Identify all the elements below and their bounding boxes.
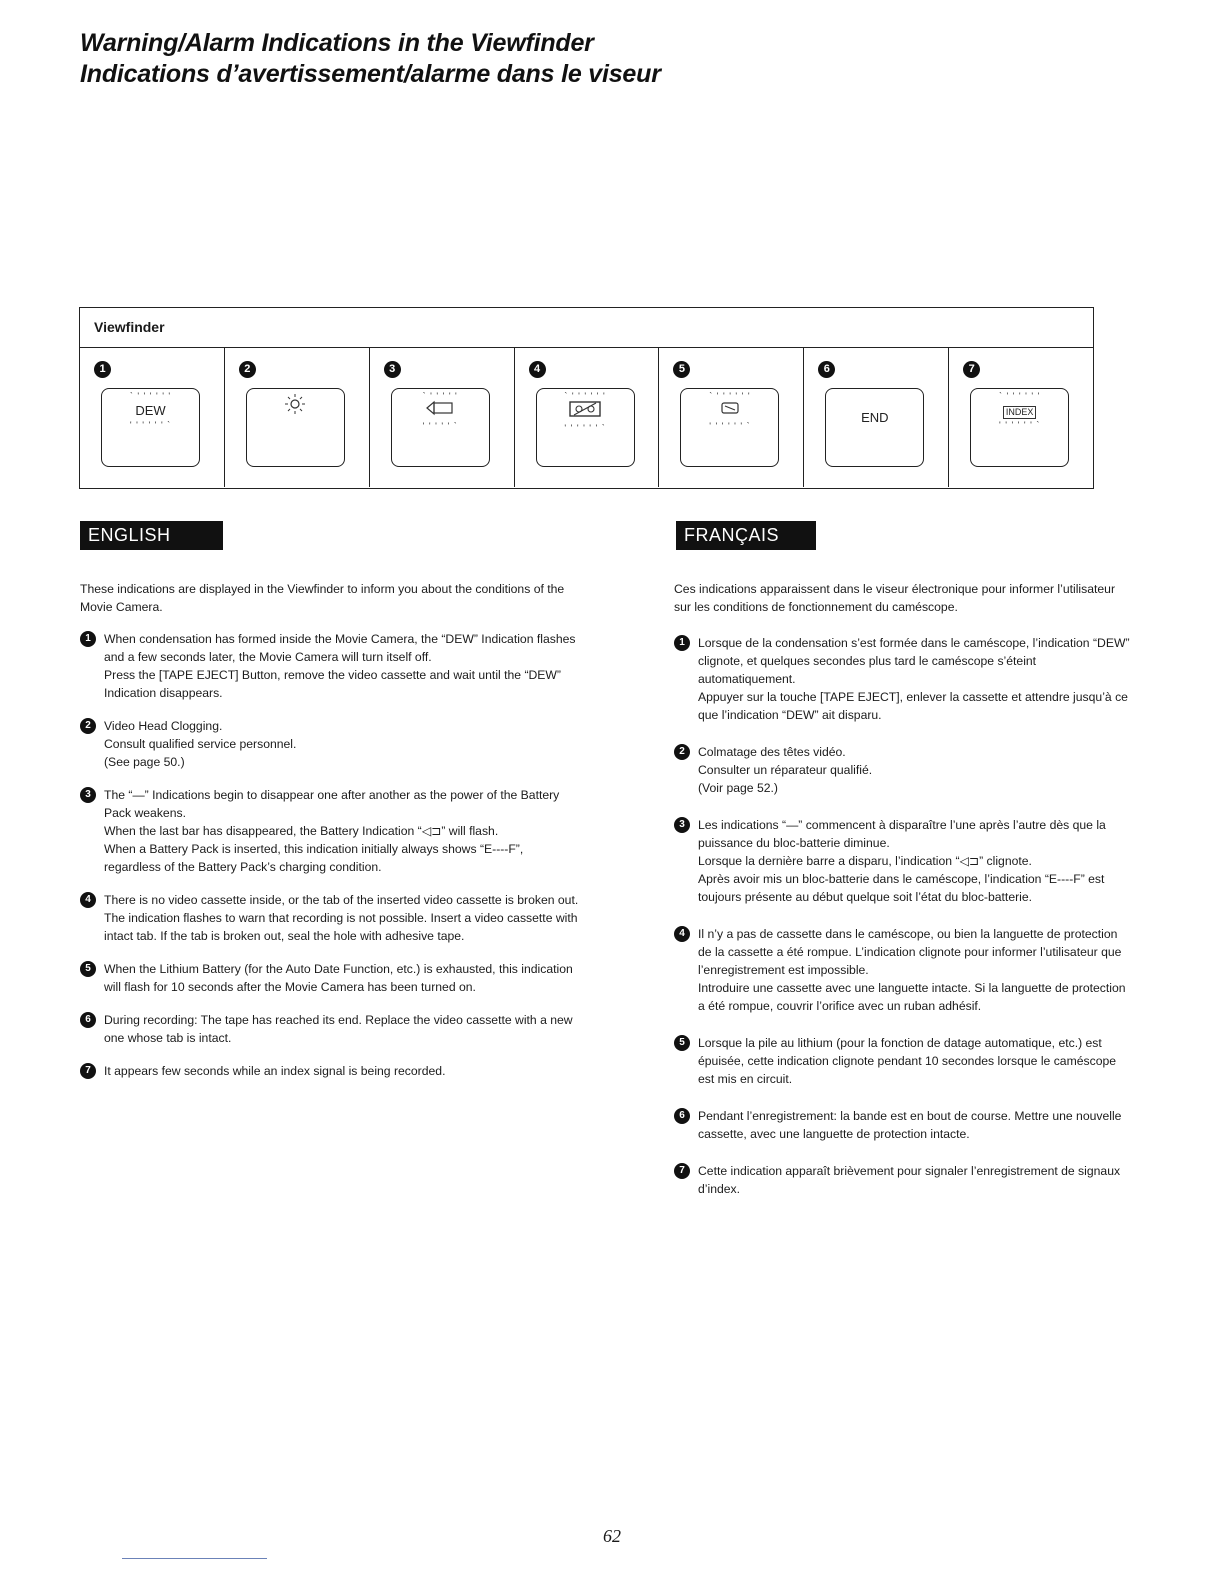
battery-empty-icon: ` ' ' ' ' ' ' ' ' ' ' ` bbox=[422, 391, 458, 431]
english-item-text: The “—” Indications begin to disappear one after another as the power of the Battery Pack weakens. bbox=[104, 788, 560, 820]
french-item-2 bbox=[674, 743, 1134, 797]
english-item-number: 3 bbox=[80, 787, 96, 803]
cell-number-3: 3 bbox=[384, 361, 401, 378]
english-item-text: When the last bar has disappeared, the Battery Indication “◁⊐” will flash. bbox=[104, 824, 499, 838]
french-item-text: Lorsque la pile au lithium (pour la fonction de datage automatique, etc.) est épuisée, cette indication clignote pendant 10 secondes lorsque le caméscope est mis en circuit. bbox=[698, 1036, 1117, 1086]
french-item-number: 6 bbox=[674, 1108, 690, 1124]
lithium-glyph bbox=[719, 400, 741, 416]
english-item-number: 6 bbox=[80, 1012, 96, 1028]
viewfinder-table bbox=[79, 307, 1094, 489]
viewfinder-row bbox=[80, 348, 1093, 487]
french-column bbox=[674, 580, 1134, 1217]
battery-glyph bbox=[425, 400, 455, 416]
french-item-number: 7 bbox=[674, 1163, 690, 1179]
french-item-text: Pendant l’enregistrement: la bande est en bout de course. Mettre une nouvelle cassette, avec une languette de protection intacte. bbox=[698, 1109, 1122, 1141]
french-item-1 bbox=[674, 634, 1134, 724]
french-item-5 bbox=[674, 1034, 1134, 1088]
english-item-number: 7 bbox=[80, 1063, 96, 1079]
french-item-number: 1 bbox=[674, 635, 690, 651]
french-item-6 bbox=[674, 1107, 1134, 1143]
index-indicator: ` ' ' ' ' ' ' INDEX ' ' ' ' ' ' ` bbox=[999, 391, 1041, 430]
english-item-text: It appears few seconds while an index signal is being recorded. bbox=[104, 1064, 446, 1078]
english-item-7 bbox=[80, 1062, 580, 1080]
english-column bbox=[80, 580, 580, 1095]
viewfinder-cell-5 bbox=[659, 348, 804, 487]
dew-indicator: ` ' ' ' ' ' ' DEW ' ' ' ' ' ' ` bbox=[129, 391, 172, 430]
english-item-text: When the Lithium Battery (for the Auto Date Function, etc.) is exhausted, this indication will flash for 10 seconds after the Movie Camera has been turned on. bbox=[104, 962, 573, 994]
english-item-text: Press the [TAPE EJECT] Button, remove the video cassette and wait until the “DEW” Indication disappears. bbox=[104, 668, 561, 700]
french-item-7 bbox=[674, 1162, 1134, 1198]
footer-rule bbox=[122, 1558, 267, 1559]
french-item-text: Il n’y a pas de cassette dans le caméscope, ou bien la languette de protection de la cassette a été rompue. L’indication clignote pour informer l’utilisateur que l’enregistrement est impossible. bbox=[698, 927, 1122, 977]
screen-1 bbox=[101, 388, 200, 467]
english-item-number: 2 bbox=[80, 718, 96, 734]
french-item-text: Lorsque de la condensation s’est formée dans le caméscope, l’indication “DEW” clignote, et quelques secondes plus tard le caméscope s’éteint automatiquement. bbox=[698, 636, 1130, 686]
english-item-number: 1 bbox=[80, 631, 96, 647]
french-item-text: Les indications “—” commencent à disparaître l’une après l’autre dès que la puissance du bloc-batterie diminue. bbox=[698, 818, 1106, 850]
cell-number-6: 6 bbox=[818, 361, 835, 378]
page-number: 62 bbox=[603, 1526, 621, 1546]
english-item-5 bbox=[80, 960, 580, 996]
page-title bbox=[80, 28, 661, 90]
viewfinder-cell-6 bbox=[804, 348, 949, 487]
end-text-icon: END bbox=[861, 410, 889, 425]
english-item-2 bbox=[80, 717, 580, 771]
cell-number-5: 5 bbox=[673, 361, 690, 378]
english-item-number: 4 bbox=[80, 892, 96, 908]
french-item-text: Appuyer sur la touche [TAPE EJECT], enlever la cassette et attendre jusqu’à ce que l’indication “DEW” ait disparu. bbox=[698, 690, 1128, 722]
title-french: Indications d’avertissement/alarme dans le viseur bbox=[80, 60, 661, 88]
english-item-text: Consult qualified service personnel. bbox=[104, 737, 297, 751]
french-item-text: Introduire une cassette avec une languette intacte. Si la languette de protection a été rompue, couvrir l’orifice avec un ruban adhésif. bbox=[698, 981, 1126, 1013]
french-item-number: 2 bbox=[674, 744, 690, 760]
french-intro: Ces indications apparaissent dans le viseur électronique pour informer l’utilisateur sur les conditions de fonctionnement du caméscope. bbox=[674, 582, 1116, 614]
viewfinder-cell-7 bbox=[949, 348, 1093, 487]
lithium-battery-icon: ` ' ' ' ' ' ' ' ' ' ' ' ' ` bbox=[709, 391, 751, 431]
cell-number-4: 4 bbox=[529, 361, 546, 378]
english-item-number: 5 bbox=[80, 961, 96, 977]
french-items bbox=[674, 634, 1134, 1198]
viewfinder-header: Viewfinder bbox=[80, 308, 1093, 348]
french-item-text: Consulter un réparateur qualifié. bbox=[698, 763, 873, 777]
cassette-glyph bbox=[568, 400, 602, 418]
viewfinder-cell-1 bbox=[80, 348, 225, 487]
french-section-label: FRANÇAIS bbox=[676, 521, 816, 550]
english-item-text: There is no video cassette inside, or the tab of the inserted video cassette is broken out. bbox=[104, 893, 579, 907]
english-item-4 bbox=[80, 891, 580, 945]
english-section-label: ENGLISH bbox=[80, 521, 223, 550]
viewfinder-cell-2 bbox=[225, 348, 370, 487]
english-item-3 bbox=[80, 786, 580, 876]
french-item-text: Cette indication apparaît brièvement pour signaler l’enregistrement de signaux d’index. bbox=[698, 1164, 1121, 1196]
english-item-6 bbox=[80, 1011, 580, 1047]
french-item-text: Lorsque la dernière barre a disparu, l’indication “◁⊐” clignote. bbox=[698, 854, 1032, 868]
english-item-text: Video Head Clogging. bbox=[104, 719, 223, 733]
english-item-text: When condensation has formed inside the Movie Camera, the “DEW” Indication flashes and a few seconds later, the Movie Camera will turn itself off. bbox=[104, 632, 576, 664]
english-item-text: (See page 50.) bbox=[104, 755, 185, 769]
french-item-number: 3 bbox=[674, 817, 690, 833]
index-icon: INDEX bbox=[1003, 406, 1037, 419]
french-item-number: 5 bbox=[674, 1035, 690, 1051]
french-item-4 bbox=[674, 925, 1134, 1015]
french-item-text: (Voir page 52.) bbox=[698, 781, 778, 795]
french-item-3 bbox=[674, 816, 1134, 906]
french-item-text: Colmatage des têtes vidéo. bbox=[698, 745, 846, 759]
screen-5 bbox=[680, 388, 779, 467]
cell-number-1: 1 bbox=[94, 361, 111, 378]
screen-6 bbox=[825, 388, 924, 467]
cell-number-2: 2 bbox=[239, 361, 256, 378]
screen-2 bbox=[246, 388, 345, 467]
english-item-text: When a Battery Pack is inserted, this indication initially always shows “E----F”, regardless of the Battery Pack’s charging condition. bbox=[104, 842, 524, 874]
end-indicator bbox=[826, 393, 923, 429]
cell-number-7: 7 bbox=[963, 361, 980, 378]
head-clog-glyph bbox=[284, 393, 306, 415]
screen-4 bbox=[536, 388, 635, 467]
english-item-1 bbox=[80, 630, 580, 702]
dew-text-icon: DEW bbox=[135, 403, 166, 418]
screen-3 bbox=[391, 388, 490, 467]
english-intro: These indications are displayed in the Viewfinder to inform you about the conditions of the Movie Camera. bbox=[80, 582, 565, 614]
english-item-text: During recording: The tape has reached its end. Replace the video cassette with a new one whose tab is intact. bbox=[104, 1013, 573, 1045]
french-item-text: Après avoir mis un bloc-batterie dans le caméscope, l’indication “E----F” est toujours présente au début quelque soit l’état du bloc-batterie. bbox=[698, 872, 1105, 904]
french-item-number: 4 bbox=[674, 926, 690, 942]
viewfinder-cell-3 bbox=[370, 348, 515, 487]
english-items bbox=[80, 630, 580, 1080]
screen-7 bbox=[970, 388, 1069, 467]
viewfinder-cell-4 bbox=[515, 348, 660, 487]
english-item-text: The indication flashes to warn that recording is not possible. Insert a video cassette with intact tab. If the tab is broken out, seal the hole with adhesive tape. bbox=[104, 911, 578, 943]
cassette-icon: ` ' ' ' ' ' ' ' ' ' ' ' ' ` bbox=[564, 391, 606, 433]
head-clog-icon bbox=[247, 393, 344, 422]
title-english: Warning/Alarm Indications in the Viewfinder bbox=[80, 29, 594, 57]
